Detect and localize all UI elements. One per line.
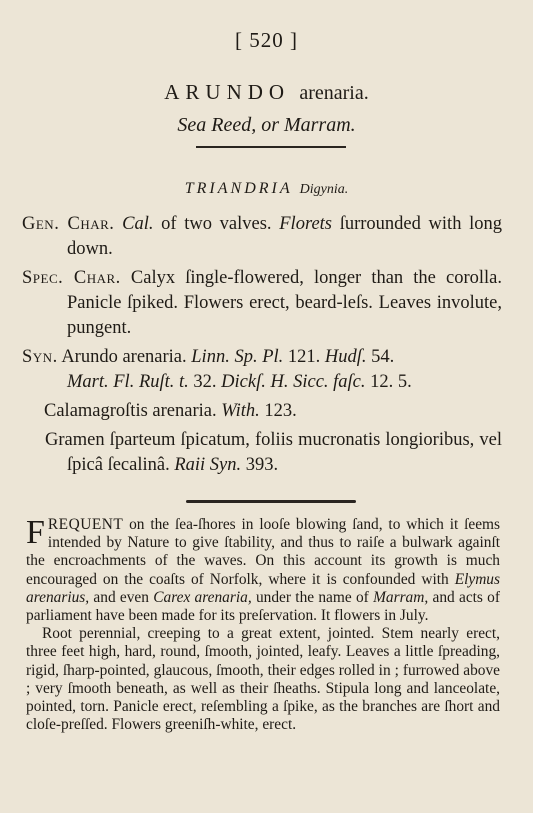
syn-mart-page: 32.: [188, 372, 222, 392]
syn-gramen: Gramen ſparteum ſpicatum, foliis mucronatis longioribus, vel ſpicâ ſecalinâ.: [45, 430, 502, 475]
paragraph-1: [26, 516, 500, 625]
p1-marram: Marram,: [373, 588, 429, 606]
common-name: Sea Reed, or Marram.: [177, 114, 356, 136]
syn-with-page: 123.: [259, 401, 297, 421]
syn-arundo: Arundo arenaria.: [61, 347, 192, 367]
species-name: arenaria.: [299, 82, 369, 104]
p1-elymus: Elymus arenarius,: [26, 570, 500, 606]
p1-carex: Carex arenaria,: [153, 588, 252, 606]
order-name: Digynia.: [299, 182, 349, 197]
section-divider: [186, 500, 356, 503]
syn-raii-page: 393.: [241, 455, 279, 475]
specific-character: [22, 266, 502, 341]
p1-text-a: on the ſea-ſhores in looſe blowing ſand, to which it ſeems intended by Nature to give ſtability, and thus to raiſe a bulwark againſt the encroachments of the waves. On this account its growth is much encouraged on the coaſts of Norfolk, where it is confounded with: [26, 516, 500, 588]
syn-dicks-ref: Dickſ. H. Sicc. faſc.: [221, 372, 366, 392]
paragraph-2: Root perennial, creeping to a great extent, jointed. Stem nearly erect, three feet high, hard, round, ſmooth, jointed, leafy. Leaves a little ſpreading, rigid, ſharp-pointed, glaucous, ſmooth, their edges rolled in ; furrowed above ; very ſmooth beneath, as well as their ſheaths. Stipula long and lanceolate, pointed, torn. Panicle erect, reſembling a ſpike, as the branches are ſhort and cloſe-preſſed. Flowers greeniſh-white, erect.: [26, 625, 500, 734]
syn-dicks-page: 12. 5.: [365, 372, 412, 392]
syn-mart-ref: Mart. Fl. Ruſt. t.: [67, 372, 189, 392]
gen-char-calyx: Cal.: [122, 214, 154, 234]
p1-text-g: and acts of parliament have been made for its preſervation. It flowers in July.: [26, 588, 501, 625]
syn-linn-page: 121.: [283, 347, 325, 367]
syn-huds-page: 54.: [366, 347, 395, 367]
drop-cap: F: [26, 514, 45, 551]
gen-char-text-1: of two valves.: [153, 214, 280, 234]
lead-word: REQUENT: [47, 516, 124, 533]
spec-char-text: Calyx ſingle-flowered, longer than the corolla. Panicle ſpiked. Flowers erect, beard-leſs. Leaves involute, pungent.: [67, 268, 502, 338]
gen-char-florets: Florets: [279, 214, 333, 234]
generic-character: [22, 212, 502, 262]
gen-char-label: Gen. Char.: [22, 214, 115, 234]
syn-huds-ref: Hudſ.: [324, 347, 367, 367]
synonym-calamagrostis: [22, 399, 502, 424]
syn-calamagrostis: Calamagroſtis arenaria.: [44, 401, 222, 421]
page-number: [ 520 ]: [235, 28, 298, 52]
p1-text-e: under the name of: [251, 588, 374, 606]
syn-label: Syn.: [22, 347, 58, 367]
spec-char-label: Spec. Char.: [22, 268, 121, 288]
character-entries: [22, 212, 502, 482]
syn-raii-ref: Raii Syn.: [174, 455, 242, 475]
page-title: [0, 80, 533, 105]
synonymy: [22, 345, 502, 395]
title-divider: [196, 146, 346, 148]
p1-text-c: and even: [89, 588, 154, 606]
genus-name: ARUNDO: [164, 80, 291, 104]
synonym-gramen: [22, 428, 502, 478]
gen-char-text-2: ſurrounded with long down.: [67, 214, 503, 259]
class-name: TRIANDRIA: [184, 180, 293, 197]
description-text: [26, 516, 500, 734]
linnaean-classification: [0, 180, 533, 198]
syn-linn-ref: Linn. Sp. Pl.: [191, 347, 284, 367]
syn-with-ref: With.: [221, 401, 260, 421]
